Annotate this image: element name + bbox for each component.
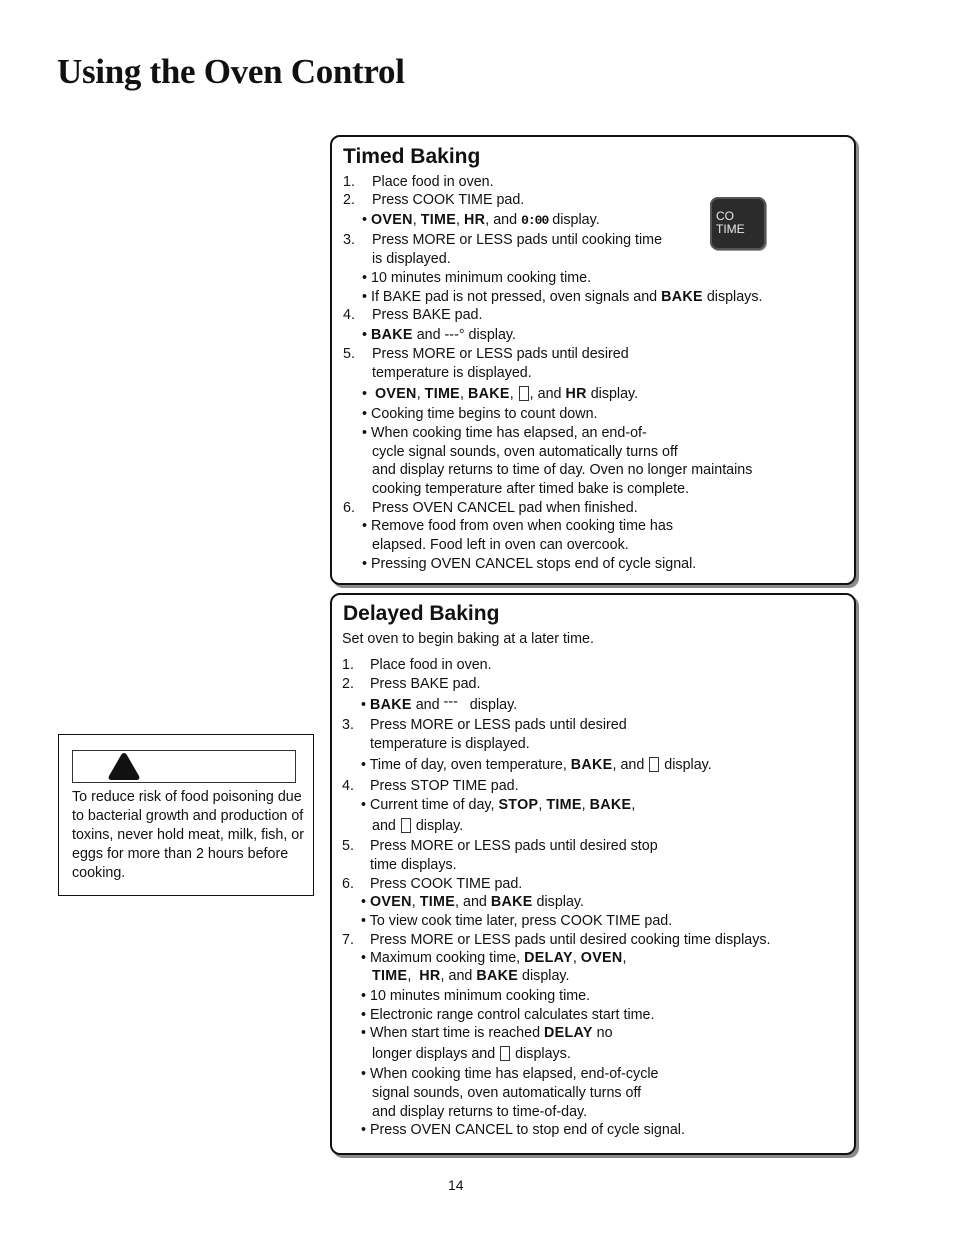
bake-indicator: BAKE xyxy=(476,968,519,984)
step-6-bullet-2: • To view cook time later, press COOK TIME pad. xyxy=(361,913,673,929)
bake-indicator: BAKE xyxy=(371,327,413,343)
step-5-bullet-3: • When cooking time has elapsed, an end-of- xyxy=(362,425,647,441)
oven-indicator: OVEN xyxy=(580,950,623,966)
oven-indicator: OVEN xyxy=(371,212,413,228)
delay-indicator: DELAY xyxy=(544,1025,593,1041)
step-3 xyxy=(342,716,627,734)
step-text: Press MORE or LESS pads until desired stop xyxy=(370,838,658,854)
step-number: 3. xyxy=(342,717,354,733)
step-3-bullet-1: • Time of day, oven temperature, BAKE, and display. xyxy=(361,757,712,773)
delayed-baking-panel xyxy=(330,593,856,1155)
step-2 xyxy=(343,191,525,209)
bake-indicator: BAKE xyxy=(570,757,613,773)
hr-indicator: HR xyxy=(419,968,441,984)
step-2-bullet-1: • OVEN, TIME, HR, and 0:00 display. xyxy=(362,212,600,228)
bake-indicator: BAKE xyxy=(661,289,703,305)
bullet: • xyxy=(362,425,368,441)
step-2 xyxy=(342,675,481,693)
bullet: • xyxy=(361,1007,367,1023)
step-number: 5. xyxy=(343,346,355,362)
bullet: • xyxy=(361,797,367,813)
step-6 xyxy=(343,499,638,517)
step-text: Press COOK TIME pad. xyxy=(370,876,523,892)
step-7-bullet-4-line-2: longer displays and displays. xyxy=(372,1046,571,1062)
bullet: • xyxy=(361,988,367,1004)
step-number: 2. xyxy=(343,192,355,208)
delayed-baking-heading: Delayed Baking xyxy=(343,602,500,625)
bullet: • xyxy=(362,289,368,305)
bullet: • xyxy=(362,386,368,402)
time-indicator: TIME xyxy=(419,894,456,910)
step-7-bullet-5: • When cooking time has elapsed, end-of-cycle xyxy=(361,1066,659,1082)
warning-header xyxy=(72,750,296,783)
bake-indicator: BAKE xyxy=(490,894,533,910)
bullet: • xyxy=(362,212,368,228)
step-number: 4. xyxy=(342,778,354,794)
display-indicator-box-icon xyxy=(500,1046,510,1061)
bullet: • xyxy=(362,327,368,343)
bullet: • xyxy=(362,556,368,572)
bullet: • xyxy=(362,406,368,422)
bullet: • xyxy=(361,1025,367,1041)
step-number: 1. xyxy=(343,174,355,190)
hr-indicator: HR xyxy=(464,212,486,228)
step-7 xyxy=(342,931,771,949)
bullet: • xyxy=(362,518,368,534)
page-title: Using the Oven Control xyxy=(57,52,405,91)
step-7-bullet-5-line-2: signal sounds, oven automatically turns off xyxy=(372,1085,642,1101)
warning-text: To reduce risk of food poisoning due to bacterial growth and production of toxins, never hold meat, milk, fish, or eggs for more than 2 hours before cooking. xyxy=(72,789,305,881)
bake-indicator: BAKE xyxy=(467,386,510,402)
oven-indicator: OVEN xyxy=(370,894,412,910)
step-6-bullet-1-line-2: elapsed. Food left in oven can overcook. xyxy=(372,537,629,553)
step-7-bullet-2: • 10 minutes minimum cooking time. xyxy=(361,988,591,1004)
step-number: 7. xyxy=(342,932,354,948)
page-number: 14 xyxy=(448,1177,464,1193)
step-3 xyxy=(343,231,663,249)
step-text: Press MORE or LESS pads until desired xyxy=(372,346,629,362)
cook-time-pad-label: CO TIME xyxy=(716,209,745,236)
step-5-bullet-1: • OVEN, TIME, BAKE, , and HR display. xyxy=(362,386,639,402)
step-4-bullet-1: • BAKE and ---° display. xyxy=(362,327,516,343)
step-3-bullet-1: • 10 minutes minimum cooking time. xyxy=(362,270,592,286)
step-number: 6. xyxy=(342,876,354,892)
step-text: Place food in oven. xyxy=(372,174,494,190)
bake-indicator: BAKE xyxy=(370,697,412,713)
step-5-bullet-3-line-2: cycle signal sounds, oven automatically turns off xyxy=(372,444,678,460)
step-text: Press STOP TIME pad. xyxy=(370,778,519,794)
step-6 xyxy=(342,875,523,893)
step-text: Place food in oven. xyxy=(370,657,492,673)
step-6-bullet-2: • Pressing OVEN CANCEL stops end of cycle signal. xyxy=(362,556,697,572)
bullet: • xyxy=(361,950,367,966)
bullet: • xyxy=(361,894,367,910)
bullet: • xyxy=(361,1066,367,1082)
step-7-bullet-3: • Electronic range control calculates start time. xyxy=(361,1007,655,1023)
step-7-bullet-1-line-2: TIME, HR, and BAKE display. xyxy=(372,968,570,984)
step-7-bullet-6: • Press OVEN CANCEL to stop end of cycle signal. xyxy=(361,1122,685,1138)
bullet: • xyxy=(361,697,367,713)
timed-baking-heading: Timed Baking xyxy=(343,145,481,168)
warning-triangle-icon xyxy=(107,751,141,781)
step-5 xyxy=(342,837,658,855)
bullet: • xyxy=(361,757,367,773)
temperature-display: --- xyxy=(443,694,458,710)
step-text: Press MORE or LESS pads until desired cooking time displays. xyxy=(370,932,771,948)
cook-time-pad-icon xyxy=(710,197,766,250)
step-6-bullet-1: • Remove food from oven when cooking time has xyxy=(362,518,673,534)
step-text: Press BAKE pad. xyxy=(370,676,481,692)
step-5-line-2: time displays. xyxy=(370,857,457,873)
step-2-bullet-1: • BAKE and --- display. xyxy=(361,694,518,713)
timed-baking-panel xyxy=(330,135,856,585)
bullet: • xyxy=(362,270,368,286)
display-indicator-box-icon xyxy=(519,386,529,401)
step-number: 5. xyxy=(342,838,354,854)
step-3-bullet-2: • If BAKE pad is not pressed, oven signals and BAKE displays. xyxy=(362,289,763,305)
step-1 xyxy=(343,173,494,191)
display-indicator-box-icon xyxy=(649,757,659,772)
bullet: • xyxy=(361,913,367,929)
step-5-bullet-3-line-3: and display returns to time of day. Oven no longer maintains xyxy=(372,462,753,478)
step-5-bullet-2: • Cooking time begins to count down. xyxy=(362,406,598,422)
step-7-bullet-5-line-3: and display returns to time-of-day. xyxy=(372,1104,588,1120)
hr-indicator: HR xyxy=(565,386,587,402)
step-7-bullet-4: • When start time is reached DELAY no xyxy=(361,1025,613,1041)
time-indicator: TIME xyxy=(372,968,408,984)
delayed-intro: Set oven to begin baking at a later time. xyxy=(342,631,594,647)
step-5 xyxy=(343,345,629,363)
warning-box xyxy=(58,734,314,896)
step-number: 1. xyxy=(342,657,354,673)
time-indicator: TIME xyxy=(546,797,582,813)
step-4-bullet-1: • Current time of day, STOP, TIME, BAKE, xyxy=(361,797,636,813)
step-number: 6. xyxy=(343,500,355,516)
display-indicator-box-icon xyxy=(401,818,411,833)
temperature-display: ---° xyxy=(444,327,465,343)
step-5-line-2: temperature is displayed. xyxy=(372,365,532,381)
step-text: Press MORE or LESS pads until desired xyxy=(370,717,627,733)
step-text: Press COOK TIME pad. xyxy=(372,192,525,208)
step-4 xyxy=(342,777,519,795)
step-4 xyxy=(343,306,483,324)
step-text: Press BAKE pad. xyxy=(372,307,483,323)
step-text: Press OVEN CANCEL pad when finished. xyxy=(372,500,638,516)
step-7-bullet-1: • Maximum cooking time, DELAY, OVEN, xyxy=(361,950,627,966)
step-3-line-2: temperature is displayed. xyxy=(370,736,530,752)
bullet: • xyxy=(361,1122,367,1138)
step-number: 3. xyxy=(343,232,355,248)
step-3-line-2: is displayed. xyxy=(372,251,451,267)
stop-indicator: STOP xyxy=(498,797,539,813)
delay-indicator: DELAY xyxy=(524,950,573,966)
segment-display: 0:00 xyxy=(521,213,549,228)
step-4-bullet-1-line-2: and display. xyxy=(372,818,464,834)
bake-indicator: BAKE xyxy=(589,797,632,813)
oven-indicator: OVEN xyxy=(374,386,417,402)
step-text: Press MORE or LESS pads until cooking time xyxy=(372,232,663,248)
time-indicator: TIME xyxy=(424,386,461,402)
step-number: 2. xyxy=(342,676,354,692)
step-number: 4. xyxy=(343,307,355,323)
time-indicator: TIME xyxy=(420,212,457,228)
step-5-bullet-3-line-4: cooking temperature after timed bake is complete. xyxy=(372,481,690,497)
step-6-bullet-1: • OVEN, TIME, and BAKE display. xyxy=(361,894,584,910)
step-1 xyxy=(342,656,492,674)
